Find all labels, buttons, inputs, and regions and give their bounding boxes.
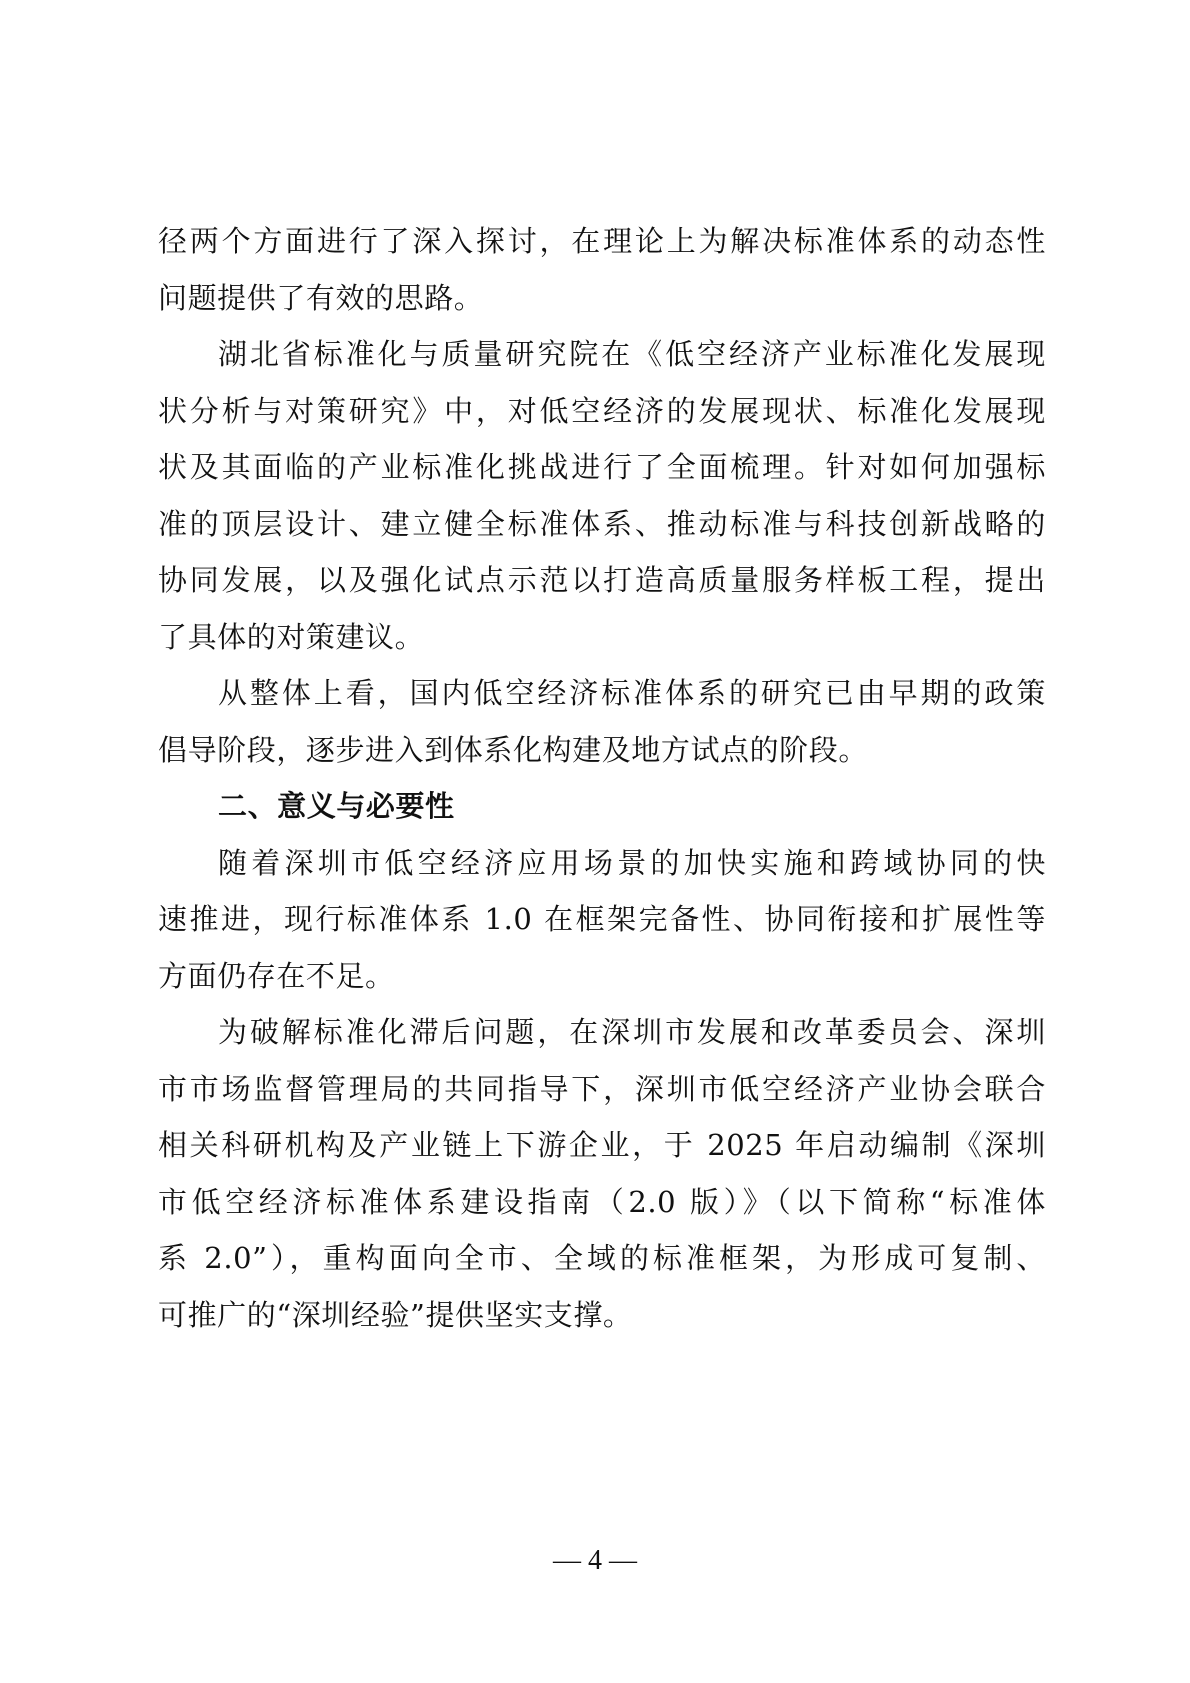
text-line: 从整体上看，国内低空经济标准体系的研究已由早期的政策 — [218, 676, 1046, 710]
text-line: 方面仍存在不足。 — [158, 958, 395, 993]
text-line: 系 2.0”），重构面向全市、全域的标准框架，为形成可复制、 — [158, 1241, 1046, 1275]
text-line: 倡导阶段，逐步进入到体系化构建及地方试点的阶段。 — [158, 732, 868, 767]
text-line: 相关科研机构及产业链上下游企业，于 2025 年启动编制《深圳 — [158, 1128, 1046, 1162]
text-line: 了具体的对策建议。 — [158, 619, 425, 654]
text-line: 为破解标准化滞后问题，在深圳市发展和改革委员会、深圳 — [218, 1015, 1046, 1049]
document-body — [158, 213, 1046, 1343]
text-line: 湖北省标准化与质量研究院在《低空经济产业标准化发展现 — [218, 337, 1046, 371]
text-line: 状分析与对策研究》中，对低空经济的发展现状、标准化发展现 — [158, 393, 1046, 428]
text-line: 径两个方面进行了深入探讨，在理论上为解决标准体系的动态性 — [158, 224, 1046, 258]
section-heading: 二、意义与必要性 — [218, 789, 455, 823]
text-line: 准的顶层设计、建立健全标准体系、推动标准与科技创新战略的 — [158, 506, 1046, 541]
text-line: 市低空经济标准体系建设指南（2.0 版）》（以下简称“标准体 — [158, 1184, 1046, 1219]
text-line: 协同发展，以及强化试点示范以打造高质量服务样板工程，提出 — [158, 563, 1046, 597]
text-line: 随着深圳市低空经济应用场景的加快实施和跨域协同的快 — [218, 845, 1046, 880]
page-number: — 4 — — [553, 1545, 637, 1576]
text-line: 状及其面临的产业标准化挑战进行了全面梳理。针对如何加强标 — [158, 450, 1046, 484]
text-line: 可推广的“深圳经验”提供坚实支撑。 — [158, 1297, 633, 1332]
text-line: 问题提供了有效的思路。 — [158, 280, 484, 315]
text-line: 速推进，现行标准体系 1.0 在框架完备性、协同衔接和扩展性等 — [158, 902, 1046, 936]
text-line: 市市场监督管理局的共同指导下，深圳市低空经济产业协会联合 — [158, 1071, 1046, 1106]
